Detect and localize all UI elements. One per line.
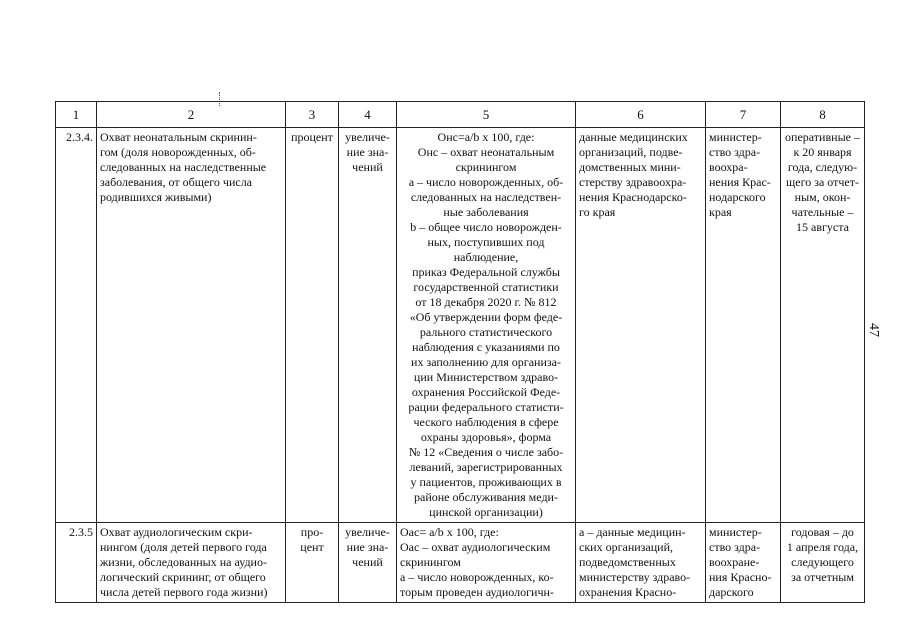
calculation-method: Оас= a/b x 100, где: Оас – охват аудиологическим скринингом а – число новорожденных, ко- торым проведен аудиологичн- bbox=[397, 523, 576, 603]
header-col-8: 8 bbox=[781, 102, 865, 128]
trend-direction: увеличе- ние зна- чений bbox=[339, 523, 397, 603]
header-col-4: 4 bbox=[339, 102, 397, 128]
reporting-deadline: годовая – до 1 апреля года, следующего за отчетным bbox=[781, 523, 865, 603]
reporting-deadline: оперативные – к 20 января года, следую- щего за отчет- ным, окон- чательные – 15 августа bbox=[781, 128, 865, 523]
page-number: 47 bbox=[866, 323, 881, 337]
header-col-3: 3 bbox=[286, 102, 339, 128]
table-row bbox=[56, 128, 865, 523]
header-col-6: 6 bbox=[576, 102, 706, 128]
data-source: данные медицинских организаций, подве- домственных мини- стерству здравоохра- нения Краснодарско- го края bbox=[576, 128, 706, 523]
data-source: а – данные медицин- ских организаций, подведомственных министерству здраво- охранения Красно- bbox=[576, 523, 706, 603]
indicator-name: Охват аудиологическим скри- нингом (доля детей первого года жизни, обследованных на аудио- логический скрининг, от общего числа детей первого года жизни) bbox=[97, 523, 286, 603]
calculation-method: Онс=a/b x 100, где: Онс – охват неонатальным скринингом а – число новорожденных, об- следованных на наследствен- ные заболевания b – общее число новорожден- ных, поступивших под наблюдение, приказ Федеральной службы государственной статистики от 18 декабря 2020 г. № 812 «Об утверждении форм феде- рального статистического наблюдения с указаниями по их заполнению для организа- ции Министерством здраво- охранения Российской Феде- рации федерального статисти- ческого наблюдения в сфере охраны здоровья», форма № 12 «Сведения о числе забо- леваний, зарегистрированных у пациентов, проживающих в районе обслуживания меди- цинской организации) bbox=[397, 128, 576, 523]
header-col-1: 1 bbox=[56, 102, 97, 128]
responsible-body: министер- ство здра- воохра- нения Крас- нодарского края bbox=[706, 128, 781, 523]
header-col-7: 7 bbox=[706, 102, 781, 128]
indicator-name: Охват неонатальным скринин- гом (доля новорожденных, об- следованных на наследственные заболевания, от общего числа родившихся живыми) bbox=[97, 128, 286, 523]
indicators-table bbox=[55, 101, 865, 603]
header-col-2: 2 bbox=[97, 102, 286, 128]
table-row bbox=[56, 523, 865, 603]
header-col-5: 5 bbox=[397, 102, 576, 128]
row-number: 2.3.5 bbox=[56, 523, 97, 603]
trend-direction: увеличе- ние зна- чений bbox=[339, 128, 397, 523]
row-number: 2.3.4. bbox=[56, 128, 97, 523]
responsible-body: министер- ство здра- воохране- ния Красно- дарского bbox=[706, 523, 781, 603]
table-header-row bbox=[56, 102, 865, 128]
unit-of-measure: процент bbox=[286, 128, 339, 523]
unit-of-measure: про- цент bbox=[286, 523, 339, 603]
